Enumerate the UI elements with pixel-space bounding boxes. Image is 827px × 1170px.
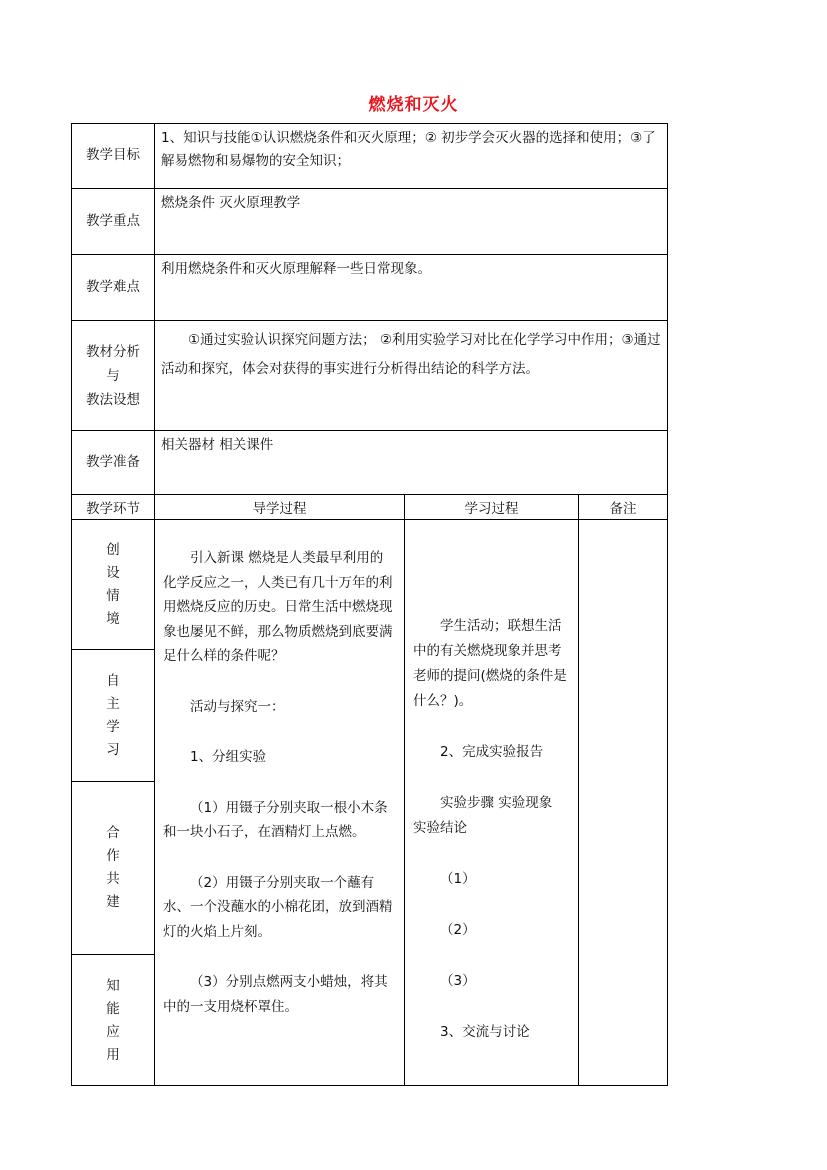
process-body-row [72, 520, 668, 1086]
stage-char: 知 [106, 977, 120, 994]
guide-step3: （3）分别点燃两支小蜡烛，将其中的一支用烧杯罩住。 [163, 974, 388, 1015]
study-report: 2、完成实验报告 [440, 744, 544, 760]
preparation-text: 相关器材 相关课件 [155, 431, 668, 495]
key-points-text: 燃烧条件 灭火原理教学 [155, 189, 668, 255]
header-guide: 导学过程 [155, 495, 405, 520]
lesson-plan-table [71, 123, 668, 1086]
study-activity: 学生活动；联想生活中的有关燃烧现象并思考老师的提问(燃烧的条件是什么？)。 [413, 618, 567, 709]
study-item2: （2） [440, 922, 476, 938]
remark-cell [579, 520, 668, 1086]
analysis-text: ①通过实验认识探究问题方法； ②利用实验学习对比在化学学习中作用；③通过活动和探究，体会对获得的事实进行分析得出结论的科学方法。 [155, 321, 668, 431]
stage-char: 作 [106, 848, 120, 864]
row-analysis [72, 321, 668, 431]
stage-column [72, 520, 155, 1086]
page-title: 燃烧和灭火 [368, 95, 459, 115]
stage-char: 共 [106, 871, 120, 887]
label-analysis-line1: 教材分析 [86, 343, 140, 360]
stage-char: 合 [106, 825, 120, 841]
guide-intro: 引入新课 燃烧是人类最早利用的化学反应之一，人类已有几十万年的利用燃烧反应的历史。日常生活中燃烧现象也屡见不鲜，那么物质燃烧到底要满足什么样的条件呢？ [163, 550, 393, 664]
study-item1: （1） [440, 871, 476, 887]
stage-char: 主 [106, 695, 120, 712]
guide-process-cell [155, 520, 405, 1086]
guide-activity: 活动与探究一： [190, 698, 285, 715]
row-preparation [72, 431, 668, 495]
guide-step1: （1）用镊子分别夹取一根小木条和一块小石子，在酒精灯上点燃。 [163, 799, 388, 840]
row-key-points [72, 189, 668, 255]
stage-apply [72, 955, 154, 1086]
study-process-cell [405, 520, 579, 1086]
stage-char: 境 [106, 610, 120, 627]
row-objectives [72, 124, 668, 189]
stage-char: 自 [106, 672, 120, 689]
label-analysis-line2: 与 [106, 367, 120, 384]
process-header-row [72, 495, 668, 520]
label-difficulties: 教学难点 [72, 255, 155, 321]
stage-char: 情 [106, 587, 120, 604]
stage-char: 建 [106, 894, 120, 910]
stage-create [72, 520, 154, 650]
label-key-points: 教学重点 [72, 189, 155, 255]
stage-char: 设 [106, 564, 120, 581]
stage-char: 用 [106, 1046, 120, 1063]
stage-self-study [72, 650, 154, 782]
label-preparation: 教学准备 [72, 431, 155, 495]
label-analysis-line3: 教法设想 [86, 391, 140, 408]
stage-char: 能 [106, 1000, 120, 1017]
stage-char: 创 [106, 541, 120, 558]
study-discussion: 3、交流与讨论 [440, 1024, 530, 1040]
study-item3: （3） [440, 973, 476, 989]
header-stage: 教学环节 [72, 495, 155, 520]
guide-group: 1、分组实验 [190, 749, 267, 765]
stage-char: 习 [106, 741, 120, 758]
row-difficulties [72, 255, 668, 321]
guide-step2: （2）用镊子分别夹取一个蘸有水、一个没蘸水的小棉花团，放到酒精灯的火焰上片刻。 [163, 874, 393, 940]
header-study: 学习过程 [405, 495, 579, 520]
header-remark: 备注 [579, 495, 668, 520]
stage-cooperate [72, 782, 154, 955]
difficulties-text: 利用燃烧条件和灭火原理解释一些日常现象。 [155, 255, 668, 321]
stage-char: 应 [106, 1023, 120, 1040]
stage-char: 学 [106, 718, 120, 735]
label-analysis [72, 321, 155, 431]
label-objectives: 教学目标 [72, 124, 155, 189]
study-columns: 实验步骤 实验现象 实验结论 [413, 795, 553, 836]
objectives-text: 1、知识与技能①认识燃烧条件和灭火原理；② 初步学会灭火器的选择和使用；③了解易燃物和易爆物的安全知识； [155, 124, 668, 189]
